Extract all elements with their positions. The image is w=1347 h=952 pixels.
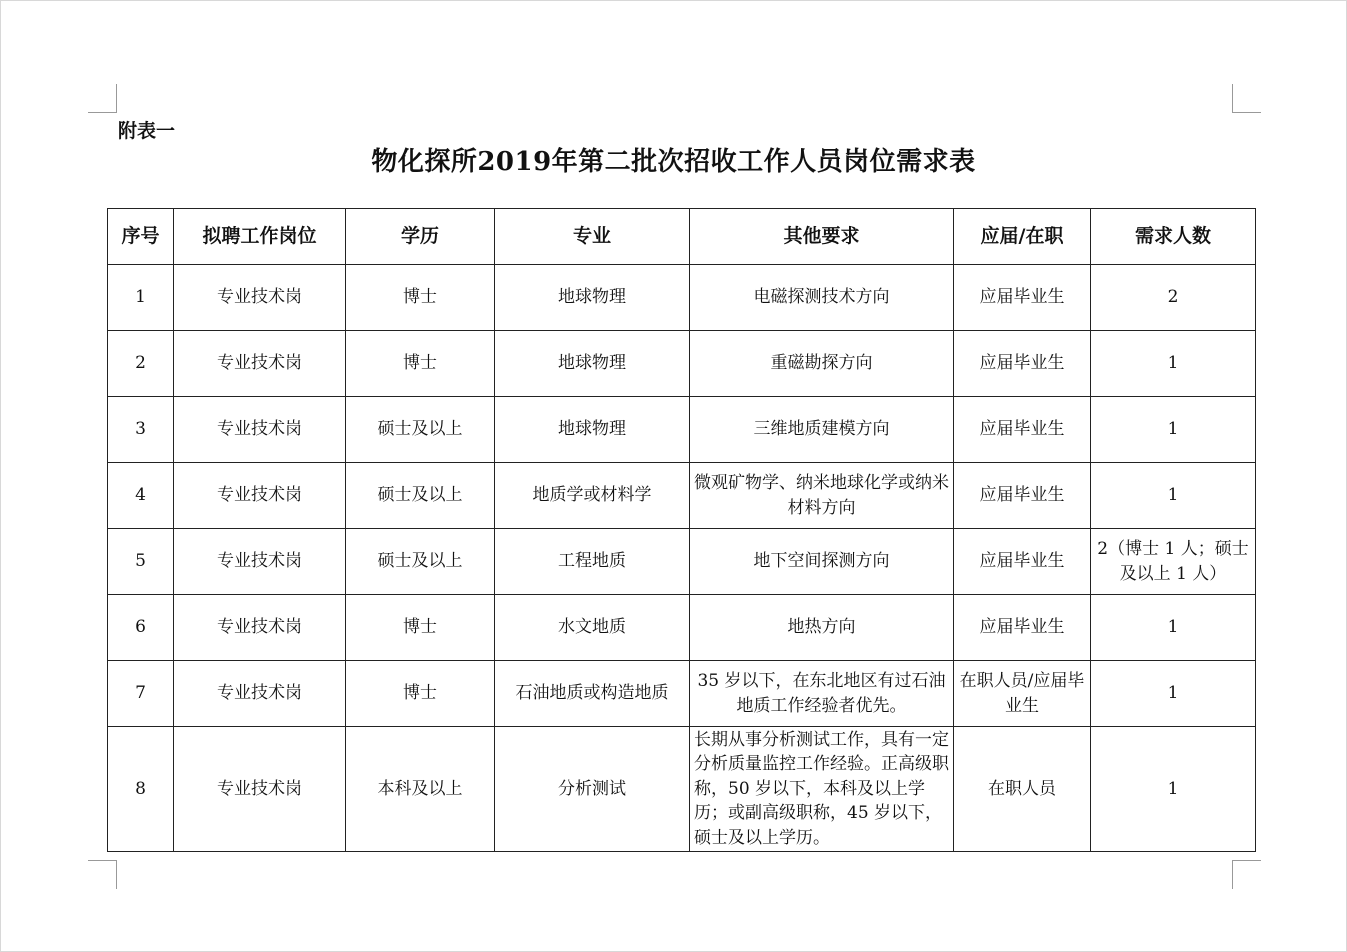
positions-table bbox=[107, 208, 1256, 852]
table-row bbox=[108, 727, 1256, 852]
cell-major: 地球物理 bbox=[495, 265, 690, 331]
cell-no: 8 bbox=[108, 727, 174, 852]
cell-major: 地球物理 bbox=[495, 331, 690, 397]
header-major: 专业 bbox=[495, 209, 690, 265]
cell-count: 2 bbox=[1091, 265, 1256, 331]
cell-education: 博士 bbox=[346, 265, 495, 331]
cell-position: 专业技术岗 bbox=[174, 661, 346, 727]
cell-no: 3 bbox=[108, 397, 174, 463]
cell-no: 4 bbox=[108, 463, 174, 529]
cell-major: 石油地质或构造地质 bbox=[495, 661, 690, 727]
cell-status: 在职人员 bbox=[954, 727, 1091, 852]
cell-education: 博士 bbox=[346, 595, 495, 661]
cell-position: 专业技术岗 bbox=[174, 331, 346, 397]
header-position: 拟聘工作岗位 bbox=[174, 209, 346, 265]
cell-major: 地球物理 bbox=[495, 397, 690, 463]
cell-position: 专业技术岗 bbox=[174, 595, 346, 661]
cell-status: 应届毕业生 bbox=[954, 397, 1091, 463]
table-header-row bbox=[108, 209, 1256, 265]
crop-mark-top-left bbox=[88, 84, 117, 113]
cell-major: 分析测试 bbox=[495, 727, 690, 852]
cell-count: 1 bbox=[1091, 463, 1256, 529]
attachment-label: 附表一 bbox=[118, 120, 176, 142]
cell-position: 专业技术岗 bbox=[174, 397, 346, 463]
cell-no: 2 bbox=[108, 331, 174, 397]
cell-major: 工程地质 bbox=[495, 529, 690, 595]
document-title: 物化探所2019年第二批次招收工作人员岗位需求表 bbox=[371, 147, 976, 177]
cell-count: 1 bbox=[1091, 727, 1256, 852]
header-no: 序号 bbox=[108, 209, 174, 265]
header-requirements: 其他要求 bbox=[690, 209, 954, 265]
table-row bbox=[108, 265, 1256, 331]
table-row bbox=[108, 529, 1256, 595]
cell-education: 硕士及以上 bbox=[346, 463, 495, 529]
cell-no: 6 bbox=[108, 595, 174, 661]
cell-major: 地质学或材料学 bbox=[495, 463, 690, 529]
cell-no: 1 bbox=[108, 265, 174, 331]
cell-no: 5 bbox=[108, 529, 174, 595]
cell-requirements: 重磁勘探方向 bbox=[690, 331, 954, 397]
cell-count: 1 bbox=[1091, 397, 1256, 463]
header-status: 应届/在职 bbox=[954, 209, 1091, 265]
cell-requirements: 35 岁以下，在东北地区有过石油地质工作经验者优先。 bbox=[690, 661, 954, 727]
cell-requirements: 电磁探测技术方向 bbox=[690, 265, 954, 331]
cell-requirements: 三维地质建模方向 bbox=[690, 397, 954, 463]
cell-position: 专业技术岗 bbox=[174, 265, 346, 331]
cell-count: 1 bbox=[1091, 661, 1256, 727]
cell-position: 专业技术岗 bbox=[174, 463, 346, 529]
crop-mark-bottom-left bbox=[88, 860, 117, 889]
cell-education: 硕士及以上 bbox=[346, 397, 495, 463]
table-row bbox=[108, 661, 1256, 727]
cell-education: 硕士及以上 bbox=[346, 529, 495, 595]
cell-count: 1 bbox=[1091, 331, 1256, 397]
cell-status: 应届毕业生 bbox=[954, 265, 1091, 331]
cell-status: 在职人员/应届毕业生 bbox=[954, 661, 1091, 727]
table-row bbox=[108, 595, 1256, 661]
cell-education: 博士 bbox=[346, 661, 495, 727]
cell-major: 水文地质 bbox=[495, 595, 690, 661]
cell-no: 7 bbox=[108, 661, 174, 727]
table-row bbox=[108, 463, 1256, 529]
cell-requirements: 地热方向 bbox=[690, 595, 954, 661]
cell-requirements: 长期从事分析测试工作，具有一定分析质量监控工作经验。正高级职称，50 岁以下，本科及以上学历；或副高级职称，45 岁以下，硕士及以上学历。 bbox=[690, 727, 954, 852]
cell-status: 应届毕业生 bbox=[954, 331, 1091, 397]
crop-mark-top-right bbox=[1232, 84, 1261, 113]
cell-requirements: 微观矿物学、纳米地球化学或纳米材料方向 bbox=[690, 463, 954, 529]
crop-mark-bottom-right bbox=[1232, 860, 1261, 889]
header-education: 学历 bbox=[346, 209, 495, 265]
cell-requirements: 地下空间探测方向 bbox=[690, 529, 954, 595]
cell-position: 专业技术岗 bbox=[174, 727, 346, 852]
cell-status: 应届毕业生 bbox=[954, 463, 1091, 529]
cell-education: 本科及以上 bbox=[346, 727, 495, 852]
cell-count: 2（博士 1 人；硕士及以上 1 人） bbox=[1091, 529, 1256, 595]
cell-position: 专业技术岗 bbox=[174, 529, 346, 595]
table-row bbox=[108, 397, 1256, 463]
cell-count: 1 bbox=[1091, 595, 1256, 661]
header-count: 需求人数 bbox=[1091, 209, 1256, 265]
table-row bbox=[108, 331, 1256, 397]
cell-status: 应届毕业生 bbox=[954, 529, 1091, 595]
cell-status: 应届毕业生 bbox=[954, 595, 1091, 661]
cell-education: 博士 bbox=[346, 331, 495, 397]
